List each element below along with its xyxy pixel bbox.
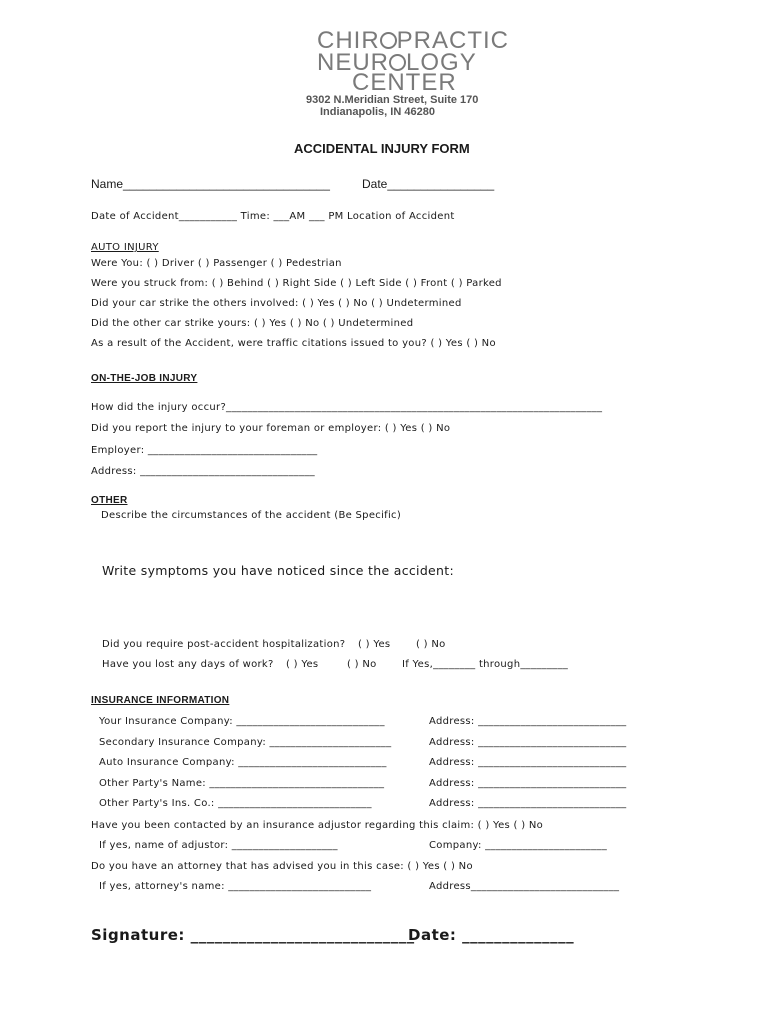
insurance-company-field[interactable]: Your Insurance Company: ____________________________ (99, 716, 385, 727)
form-title: ACCIDENTAL INJURY FORM (294, 141, 470, 156)
symptoms-prompt: Write symptoms you have noticed since the accident: (102, 563, 454, 578)
employer-field[interactable]: Employer: ________________________________ (91, 445, 318, 456)
logo-line-center (352, 69, 457, 96)
secondary-insurance-address-field[interactable]: Address: ____________________________ (429, 737, 627, 748)
logo-text: CHIR (317, 27, 380, 54)
struck-from-question[interactable]: Were you struck from: ( ) Behind ( ) Right Side ( ) Left Side ( ) Front ( ) Parked (91, 278, 502, 289)
other-party-address-field[interactable]: Address: ____________________________ (429, 778, 627, 789)
describe-circumstances: Describe the circumstances of the accident (Be Specific) (101, 510, 402, 521)
other-party-name-field[interactable]: Other Party's Name: _________________________________ (99, 778, 385, 789)
lost-work-range-field[interactable]: If Yes,________ through_________ (402, 659, 569, 670)
logo-text: NEUR (317, 49, 390, 76)
were-you-question[interactable]: Were You: ( ) Driver ( ) Passenger ( ) Pedestrian (91, 258, 342, 269)
report-injury-question[interactable]: Did you report the injury to your foreman or employer: ( ) Yes ( ) No (91, 423, 451, 434)
logo-text: LOGY (406, 49, 477, 76)
logo-text: CENTER (352, 69, 457, 96)
lost-work-yes-option[interactable]: ( ) Yes (286, 659, 319, 670)
date-field[interactable]: Date________________ (362, 177, 495, 191)
citations-question[interactable]: As a result of the Accident, were traffic citations issued to you? ( ) Yes ( ) No (91, 338, 496, 349)
signature-date-field[interactable]: Date: ______________ (408, 926, 575, 944)
other-heading: OTHER (91, 495, 128, 506)
adjustor-question[interactable]: Have you been contacted by an insurance adjustor regarding this claim: ( ) Yes ( ) No (91, 820, 544, 831)
other-party-insurance-address-field[interactable]: Address: ____________________________ (429, 798, 627, 809)
other-strike-question[interactable]: Did the other car strike yours: ( ) Yes ( ) No ( ) Undetermined (91, 318, 414, 329)
auto-insurance-field[interactable]: Auto Insurance Company: ____________________________ (99, 757, 387, 768)
how-injury-field[interactable]: How did the injury occur?_______________________________________________________________________ (91, 402, 603, 413)
lost-work-question: Have you lost any days of work? (102, 659, 274, 670)
strike-others-question[interactable]: Did your car strike the others involved: ( ) Yes ( ) No ( ) Undetermined (91, 298, 462, 309)
logo-text: PRACTIC (396, 27, 510, 54)
lost-work-no-option[interactable]: ( ) No (347, 659, 377, 670)
other-party-insurance-field[interactable]: Other Party's Ins. Co.: _____________________________ (99, 798, 372, 809)
hospitalization-no-option[interactable]: ( ) No (416, 639, 446, 650)
logo-ring-icon (380, 32, 397, 49)
secondary-insurance-field[interactable]: Secondary Insurance Company: _______________________ (99, 737, 392, 748)
auto-injury-heading: AUTO INJURY (91, 242, 159, 253)
attorney-name-field[interactable]: If yes, attorney's name: ___________________________ (99, 881, 372, 892)
clinic-address-line1: 9302 N.Meridian Street, Suite 170 (306, 94, 479, 106)
job-injury-heading: ON-THE-JOB INJURY (91, 373, 198, 384)
insurance-address-field[interactable]: Address: ____________________________ (429, 716, 627, 727)
employer-address-field[interactable]: Address: _________________________________ (91, 466, 315, 477)
attorney-address-field[interactable]: Address____________________________ (429, 881, 620, 892)
hospitalization-yes-option[interactable]: ( ) Yes (358, 639, 391, 650)
hospitalization-question: Did you require post-accident hospitalization? (102, 639, 346, 650)
accident-date-time-location[interactable]: Date of Accident___________ Time: ___AM ___ PM Location of Accident (91, 211, 455, 222)
clinic-address-line2: Indianapolis, IN 46280 (320, 106, 435, 118)
adjustor-name-field[interactable]: If yes, name of adjustor: ____________________ (99, 840, 338, 851)
insurance-heading: INSURANCE INFORMATION (91, 695, 230, 706)
signature-field[interactable]: Signature: ____________________________ (91, 926, 415, 944)
attorney-question[interactable]: Do you have an attorney that has advised you in this case: ( ) Yes ( ) No (91, 861, 473, 872)
auto-insurance-address-field[interactable]: Address: ____________________________ (429, 757, 627, 768)
adjustor-company-field[interactable]: Company: _______________________ (429, 840, 607, 851)
name-field[interactable]: Name_______________________________ (91, 177, 330, 191)
